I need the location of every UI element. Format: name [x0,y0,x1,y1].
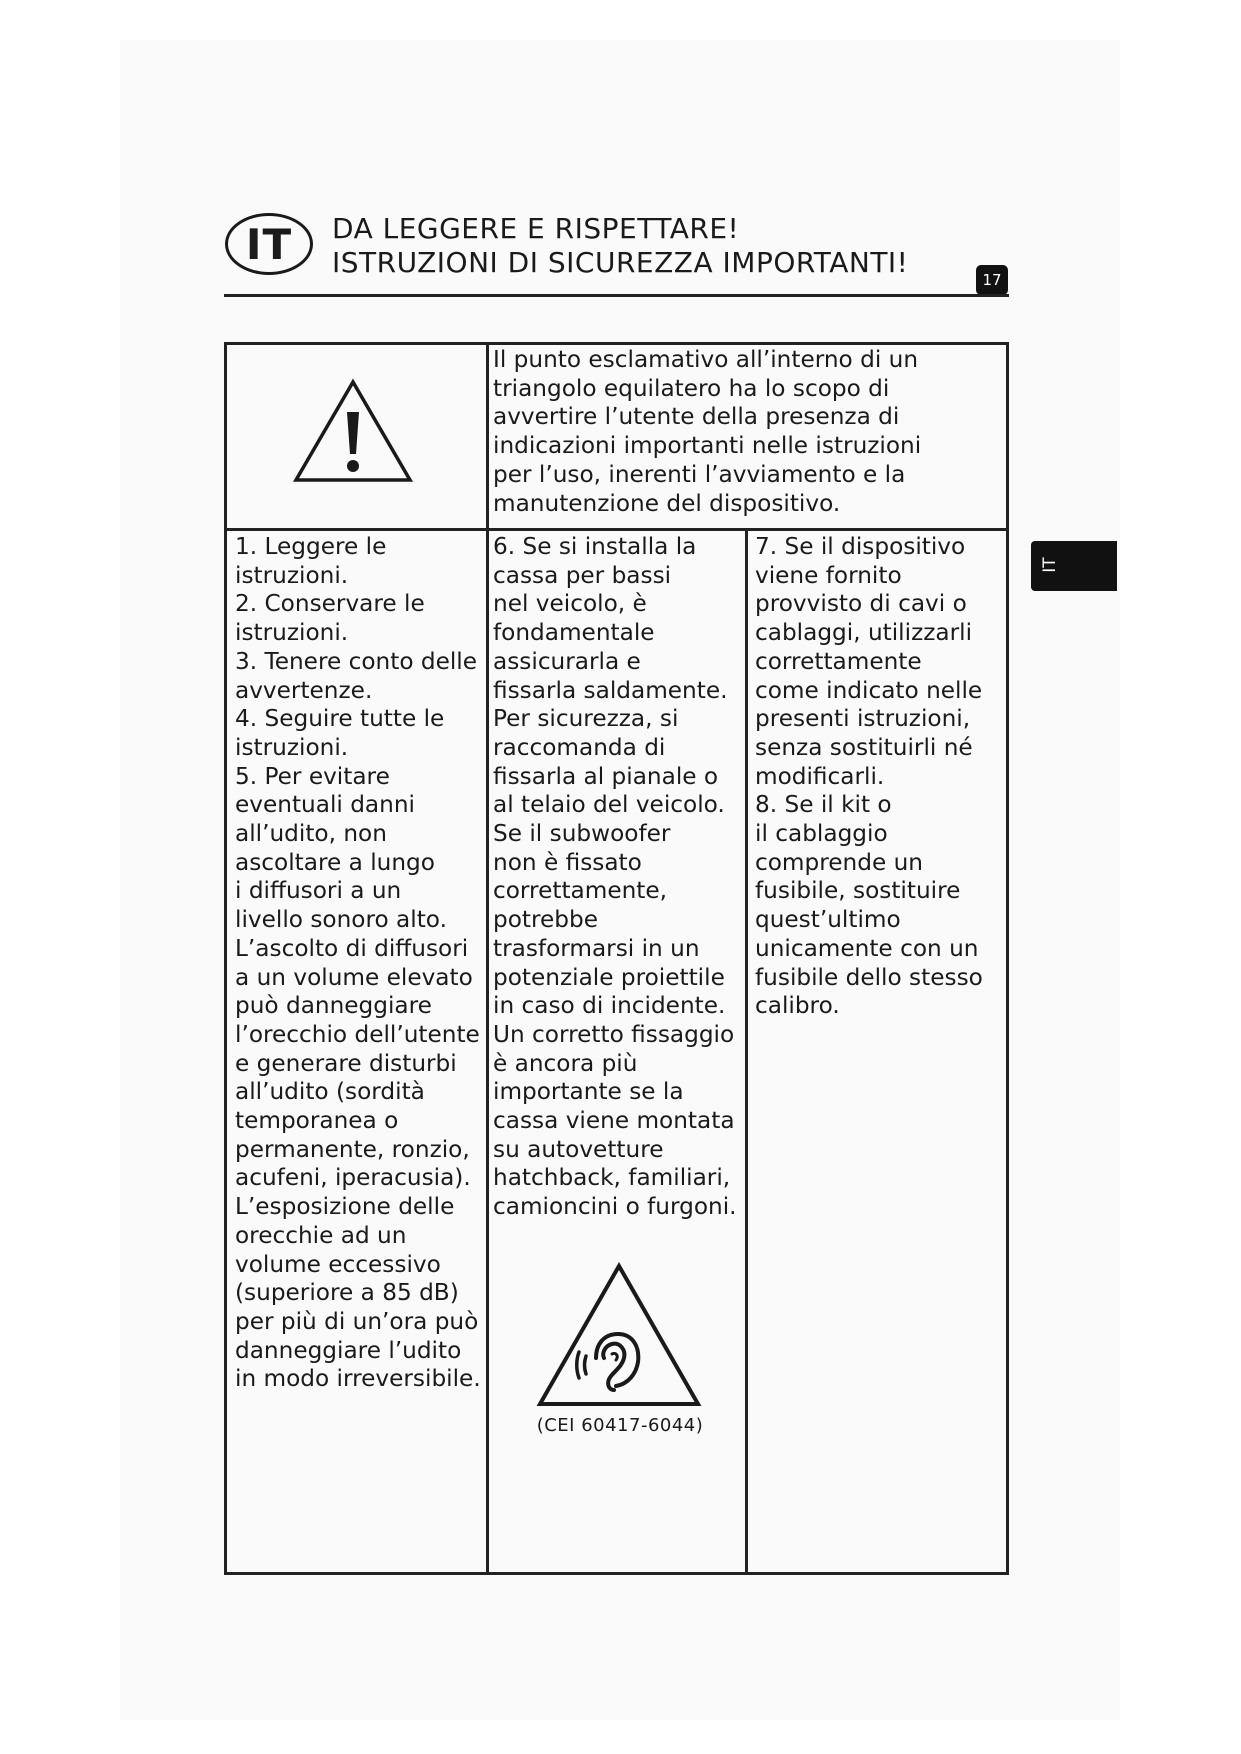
title-line-2: ISTRUZIONI DI SICUREZZA IMPORTANTI! [332,246,909,279]
header-divider [224,294,1009,297]
instructions-column-2: 6. Se si installa la cassa per bassi nel veicolo, è fondamentale assicurarla e fissarla saldamente. Per sicurezza, si raccomanda di fissarla al pianale o al telaio del veicolo. Se il subwoofer non è fissato correttamente, potrebbe trasformarsi in un potenziale proiettile in caso di incidente. Un corretto fissaggio è ancora più importante se la cassa viene montata su autovetture hatchback, familiari, camioncini o furgoni. [493,533,737,1221]
hearing-protection-icon [536,1262,702,1408]
title-line-1: DA LEGGERE E RISPETTARE! [332,212,740,245]
instructions-column-1: 1. Leggere le istruzioni. 2. Conservare le istruzioni. 3. Tenere conto delle avvertenze. 4. Seguire tutte le istruzioni. 5. Per evitare eventuali danni all’udito, non ascoltare a lungo i diffusori a un livello sonoro alto. L’ascolto di diffusori a un volume elevato può danneggiare l’orecchio dell’utente e generare disturbi all’udito (sordità temporanea o permanente, ronzio, acufeni, iperacusia). L’esposizione delle orecchie ad un volume eccessivo (superiore a 85 dB) per più di un’ora può danneggiare l’udito in modo irreversibile. [235,533,481,1393]
instructions-column-3: 7. Se il dispositivo viene fornito provvisto di cavi o cablaggi, utilizzarli correttamente come indicato nelle presenti istruzioni, senza sostituirli né modificarli. 8. Se il kit o il cablaggio comprende un fusibile, sostituire quest’ultimo unicamente con un fusibile dello stesso calibro. [755,533,983,1020]
exclamation-triangle-icon [292,378,414,484]
table-divider [486,342,489,1575]
table-divider [224,528,1009,531]
language-badge: IT [225,213,313,275]
language-side-tab [1031,541,1117,591]
page-title [332,212,908,280]
side-tab-label: IT [1040,557,1060,573]
intro-text: Il punto esclamativo all’interno di un triangolo equilatero ha lo scopo di avvertire l’utente della presenza di indicazioni importanti nelle istruzioni per l’uso, inerenti l’avviamento e la manutenzione del dispositivo. [493,346,922,517]
page-number: 17 [976,265,1008,295]
standard-reference: (CEI 60417-6044) [536,1415,704,1436]
